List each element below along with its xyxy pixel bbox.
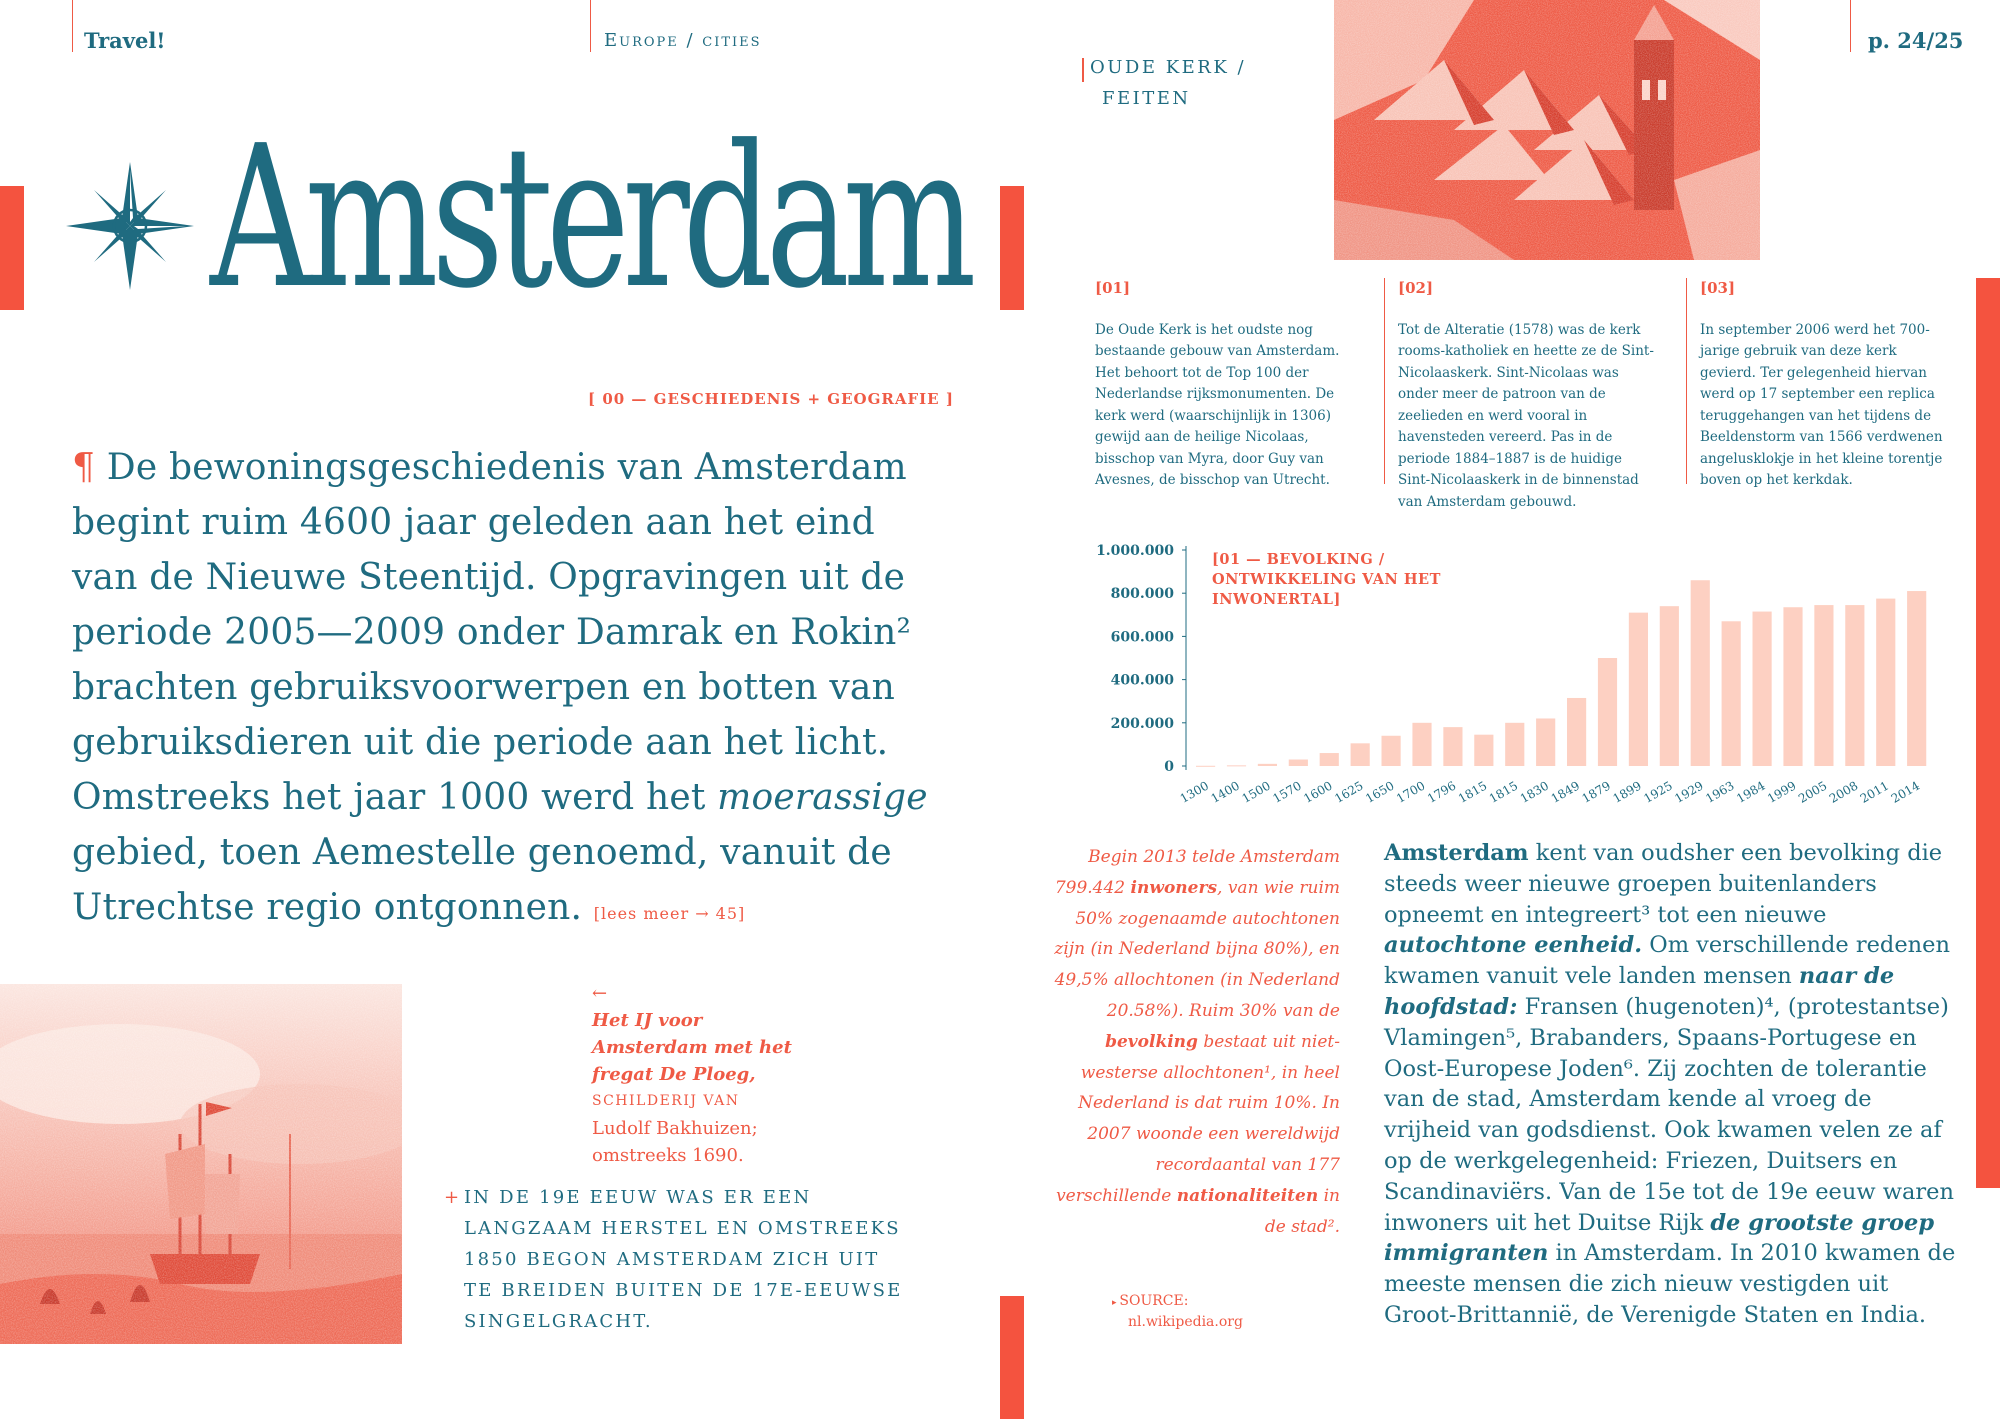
- bar-1625: [1351, 743, 1370, 766]
- x-tick-label: 2011: [1857, 778, 1892, 806]
- facts-divider-2: [1686, 278, 1687, 484]
- bar-1650: [1382, 736, 1401, 766]
- y-tick-label: 200.000: [1110, 715, 1174, 732]
- caption-author: Ludolf Bakhuizen;: [592, 1118, 758, 1139]
- oude-kerk-photo: [1334, 0, 1760, 260]
- bar-2008: [1845, 605, 1864, 766]
- body-text-3: Fransen (hugenoten)⁴, (protestantse) Vlamingen⁵, Brabanders, Spaans-Portugese en Oost-Europese Joden⁶. Zij zochten de tolerantie van de stad, Amsterdam kende al vroeg de vrijheid van godsdienst. Ook kwamen velen ze af op de werkgelegenheid: Friezen, Duitsers en Scandinaviërs. Van de 15e tot de 19e eeuw waren inwoners uit het Duitse Rijk: [1384, 993, 1954, 1236]
- caption-subtitle: SCHILDERIJ VAN: [592, 1093, 740, 1109]
- caption-date: omstreeks 1690.: [592, 1145, 744, 1166]
- bar-2014: [1907, 591, 1926, 766]
- header-rule-mid: [590, 0, 591, 52]
- y-tick-label: 0: [1164, 759, 1174, 775]
- body-bold-italic-1: autochtone eenheid.: [1384, 932, 1643, 959]
- body-text-1: kent van oudsher een bevolking die steeds weer nieuwe groepen buitenlanders opneemt en integreert³ tot een nieuwe: [1384, 840, 1943, 928]
- x-tick-label: 2008: [1826, 778, 1861, 806]
- side-note: [444, 1182, 914, 1337]
- x-tick-label: 1999: [1765, 778, 1799, 806]
- x-tick-label: 1815: [1486, 778, 1521, 806]
- quote-text-2: , van wie ruim 50% zogenaamde autochtonen zijn (in Nederland bijna 80%), en 49,5% allochtonen (in Nederland 20.58%). Ruim 30% van de: [1054, 877, 1340, 1021]
- fact-text-2: Tot de Alteratie (1578) was de kerk rooms-katholiek en heette ze de Sint-Nicolaaskerk. Sint-Nicolaas was onder meer de patroon van de zeelieden en werd vooral in havensteden vereerd. Pas in de periode 1884–1887 is de huidige Sint-Nicolaaskerk in de binnenstad van Amsterdam gebouwd.: [1398, 321, 1654, 510]
- x-tick-label: 1625: [1332, 778, 1366, 806]
- x-tick-label: 1849: [1548, 778, 1583, 806]
- painting-caption: [592, 980, 812, 1169]
- body-text-4: in Amsterdam. In 2010 kwamen de meeste mensen die zich nieuw vestigden uit Groot-Brittannië, de Verenigde Staten en India.: [1384, 1240, 1956, 1328]
- bar-1815: [1505, 723, 1524, 766]
- x-tick-label: 1815: [1455, 778, 1490, 806]
- x-tick-label: 1600: [1301, 778, 1335, 806]
- plus-icon: +: [444, 1187, 462, 1208]
- bar-1500: [1258, 764, 1277, 766]
- x-tick-label: 1700: [1394, 778, 1428, 806]
- bar-1600: [1320, 753, 1339, 766]
- x-tick-label: 1796: [1424, 778, 1459, 806]
- population-chart: [1080, 530, 1950, 810]
- x-tick-label: 2014: [1888, 778, 1923, 806]
- magazine-title: Travel!: [84, 28, 166, 53]
- bar-1300: [1196, 766, 1215, 767]
- fact-column-3: [1700, 278, 1950, 492]
- accent-bar-center-bottom: [1000, 1296, 1024, 1419]
- fact-column-2: [1398, 278, 1658, 513]
- bar-1570: [1289, 760, 1308, 766]
- source-label-text: SOURCE:: [1119, 1293, 1189, 1309]
- x-tick-label: 1570: [1270, 778, 1304, 806]
- quote-bold-2: bevolking: [1105, 1031, 1198, 1052]
- x-tick-label: 1929: [1672, 778, 1706, 806]
- section-label: [ 00 — GESCHIEDENIS + GEOGRAFIE ]: [588, 390, 954, 408]
- body-text-2: Om verschillende redenen kwamen vanuit vele landen mensen: [1384, 932, 1950, 990]
- oude-kerk-rule: [1082, 58, 1084, 82]
- bar-1899: [1629, 613, 1648, 766]
- lead-text-1: De bewoningsgeschiedenis van Amsterdam begint ruim 4600 jaar geleden aan het eind van de Nieuwe Steentijd. Opgravingen uit de periode 2005—2009 onder Damrak en Rokin² brachten gebruiksvoorwerpen en botten van gebruiksdieren uit die periode aan het licht. Omstreeks het jaar 1000 werd het: [72, 447, 912, 818]
- read-more-link[interactable]: [lees meer → 45]: [593, 904, 746, 923]
- bar-1830: [1536, 718, 1555, 766]
- y-tick-label: 1.000.000: [1096, 543, 1174, 559]
- x-tick-label: 2005: [1795, 778, 1830, 806]
- ship-painting: [0, 984, 402, 1344]
- caption-title: Het IJ voor Amsterdam met het fregat De Ploeg,: [592, 1010, 792, 1085]
- y-tick-label: 400.000: [1110, 672, 1174, 689]
- chart-title: [01 — BEVOLKING / ONTWIKKELING VAN HET INWONERTAL]: [1212, 551, 1441, 608]
- bar-1925: [1660, 606, 1679, 766]
- accent-bar-left: [0, 186, 24, 310]
- oude-kerk-line2: FEITEN: [1102, 88, 1191, 109]
- source-note: [1112, 1292, 1243, 1332]
- accent-bar-right: [1976, 278, 2000, 1188]
- fact-number-1: [01]: [1095, 279, 1131, 297]
- category-breadcrumb: Europe / cities: [604, 30, 762, 51]
- x-tick-label: 1830: [1517, 778, 1552, 806]
- x-tick-label: 1984: [1734, 778, 1768, 806]
- header-rule-left: [72, 0, 73, 52]
- bar-1963: [1722, 621, 1741, 766]
- fact-text-1: De Oude Kerk is het oudste nog bestaande gebouw van Amsterdam. Het behoort tot de Top 100 der Nederlandse rijksmonumenten. De kerk werd (waarschijnlijk in 1306) gewijd aan de heilige Nicolaas, bisschop van Myra, door Guy van Avesnes, de bisschop van Utrecht.: [1095, 321, 1340, 488]
- bar-1400: [1227, 765, 1246, 766]
- pull-quote: [1040, 842, 1340, 1242]
- x-tick-label: 1650: [1363, 778, 1397, 806]
- bar-1815: [1474, 735, 1493, 766]
- x-tick-label: 1963: [1703, 778, 1737, 806]
- quote-text-4: in de stad².: [1264, 1185, 1340, 1237]
- x-tick-label: 1925: [1641, 778, 1675, 806]
- page-number: p. 24/25: [1868, 28, 1964, 53]
- quote-bold-1: inwoners: [1130, 877, 1218, 898]
- body-bold-italic-3: de grootste groep immigranten: [1384, 1209, 1935, 1267]
- bar-2011: [1876, 599, 1895, 766]
- oude-kerk-label: [1090, 52, 1246, 114]
- triangle-bullet-icon: ▸: [1112, 1298, 1120, 1308]
- oude-kerk-line1: OUDE KERK /: [1090, 57, 1247, 78]
- source-label: [1112, 1292, 1243, 1313]
- fact-text-3: In september 2006 werd het 700-jarige gebruik van deze kerk gevierd. Ter gelegenheid hiervan werd op 17 september een replica teruggehangen van het tijdens de Beeldenstorm van 1566 verdwenen angelusklokje in het kleine torentje boven op het kerkdak.: [1700, 321, 1943, 488]
- compass-star-icon: [66, 162, 194, 290]
- x-tick-label: 1400: [1208, 778, 1243, 806]
- lead-paragraph: [72, 440, 952, 941]
- pilcrow-mark: ¶: [72, 447, 96, 488]
- quote-text-3: bestaat uit niet-westerse allochtonen¹, in heel Nederland is dat ruim 10%. In 2007 woonde een wereldwijd recordaantal van 177 verschillende: [1056, 1031, 1340, 1206]
- lead-text-2: gebied, toen Aemestelle genoemd, vanuit de Utrechtse regio ontgonnen.: [72, 832, 892, 928]
- bar-1796: [1443, 727, 1462, 766]
- header-rule-right: [1850, 0, 1851, 52]
- body-paragraph: [1384, 838, 1964, 1331]
- facts-divider-1: [1384, 278, 1385, 484]
- arrow-left-icon: ←: [592, 983, 608, 1004]
- bar-1999: [1783, 607, 1802, 766]
- bar-1849: [1567, 698, 1586, 766]
- fact-number-3: [03]: [1700, 279, 1736, 297]
- y-tick-label: 600.000: [1110, 629, 1174, 646]
- source-link[interactable]: nl.wikipedia.org: [1128, 1314, 1243, 1330]
- bar-1700: [1412, 723, 1431, 766]
- x-tick-label: 1879: [1579, 778, 1614, 806]
- body-bold-italic-2: naar de hoofdstad:: [1384, 963, 1895, 1020]
- body-bold-1: Amsterdam: [1384, 840, 1529, 866]
- accent-bar-center-top: [1000, 186, 1024, 310]
- fact-number-2: [02]: [1398, 279, 1434, 297]
- x-tick-label: 1899: [1610, 778, 1644, 806]
- quote-text-1: Begin 2013 telde Amsterdam 799.442: [1054, 847, 1340, 898]
- lead-italic: moerassige: [717, 777, 928, 818]
- y-tick-label: 800.000: [1110, 586, 1174, 603]
- bar-1929: [1691, 580, 1710, 766]
- page-title: Amsterdam: [210, 104, 970, 332]
- bar-1984: [1753, 612, 1772, 766]
- bar-2005: [1814, 605, 1833, 766]
- x-tick-label: 1300: [1177, 778, 1212, 806]
- side-note-text: IN DE 19E EEUW WAS ER EEN LANGZAAM HERSTEL EN OMSTREEKS 1850 BEGON AMSTERDAM ZICH UIT TE BREIDEN BUITEN DE 17E-EEUWSE SINGELGRACHT.: [464, 1187, 903, 1332]
- x-tick-label: 1500: [1239, 778, 1273, 806]
- bar-1879: [1598, 658, 1617, 766]
- fact-column-1: [1095, 278, 1355, 492]
- quote-bold-3: nationaliteiten: [1176, 1185, 1319, 1206]
